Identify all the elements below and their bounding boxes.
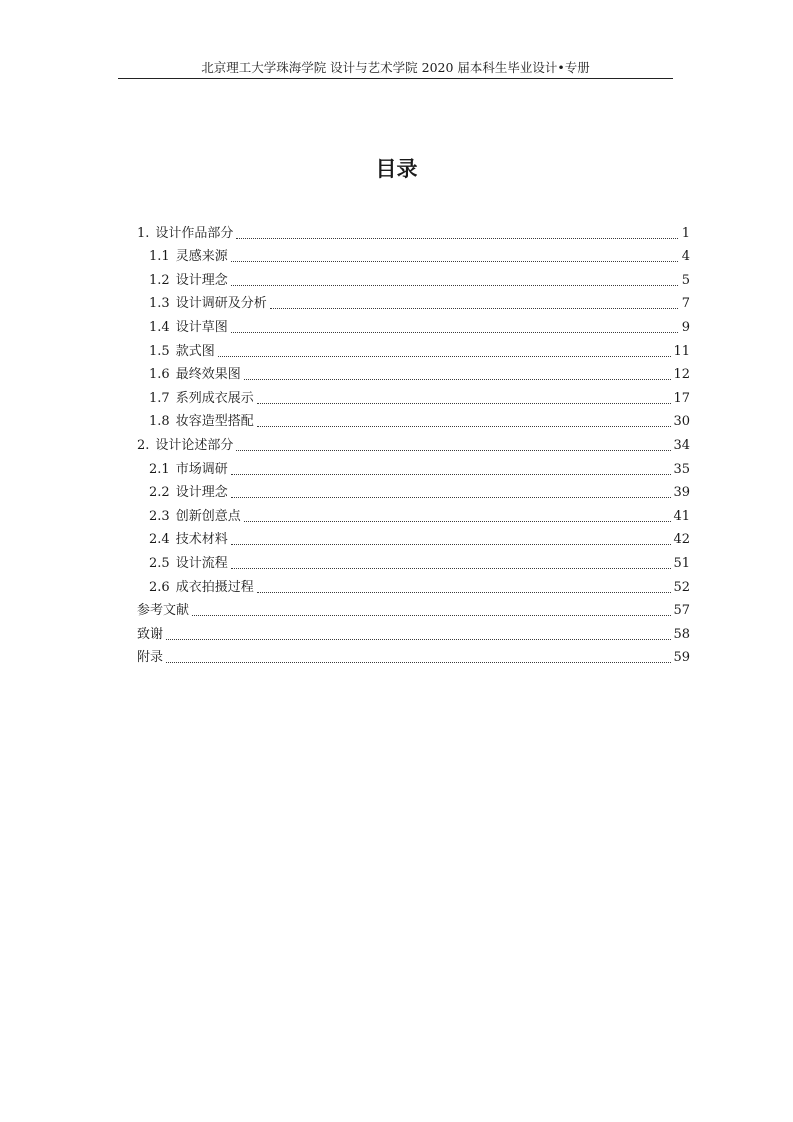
toc-dot-leader: [231, 567, 672, 569]
toc-entry-text: 款式图: [175, 343, 215, 359]
toc-entry-page-number: 12: [673, 367, 690, 383]
toc-entry[interactable]: [137, 337, 690, 361]
toc-entry-label: [149, 555, 229, 573]
toc-entry-label: [149, 413, 255, 431]
toc-entry-text: 最终效果图: [175, 367, 241, 383]
toc-entry-label: [137, 602, 190, 620]
toc-entry-text: 设计流程: [175, 555, 228, 571]
toc-entry-text: 系列成衣展示: [175, 390, 254, 406]
toc-entry-label: [149, 531, 229, 549]
toc-entry[interactable]: [137, 502, 690, 526]
toc-dot-leader: [257, 591, 672, 593]
toc-entry[interactable]: [137, 266, 690, 290]
toc-entry-label: [137, 626, 164, 644]
toc-entry-number: 1.7: [149, 390, 170, 406]
page-header-text: 北京理工大学珠海学院 设计与艺术学院 2020 届本科生毕业设计•专册: [201, 60, 590, 75]
toc-entry-number: 1.: [137, 225, 150, 241]
toc-entry[interactable]: [137, 549, 690, 573]
toc-dot-leader: [244, 378, 672, 380]
toc-entry[interactable]: [137, 573, 690, 597]
toc-title: 目录: [375, 156, 418, 181]
toc-entry-label: [149, 272, 229, 290]
toc-entry-page-number: 51: [673, 555, 690, 571]
toc-entry[interactable]: [137, 597, 690, 621]
toc-entry-number: 1.8: [149, 414, 170, 430]
toc-entry-text: 创新创意点: [175, 508, 241, 524]
toc-entry-page-number: 42: [673, 532, 690, 548]
toc-entry-text: 设计调研及分析: [175, 296, 267, 312]
toc-entry-page-number: 39: [673, 485, 690, 501]
toc-entry-label: [149, 579, 255, 597]
toc-entry-label: [149, 461, 229, 479]
toc-entry-page-number: 34: [673, 437, 690, 453]
toc-entry-text: 设计理念: [175, 272, 228, 288]
toc-entry-text: 妆容造型搭配: [175, 414, 254, 430]
toc-entry-number: 2.5: [149, 555, 170, 571]
toc-entry-page-number: 57: [673, 603, 690, 619]
toc-entry[interactable]: [137, 219, 690, 243]
toc-entry-number: 1.1: [149, 249, 170, 265]
toc-entry[interactable]: [137, 361, 690, 385]
toc-entry-page-number: 58: [673, 626, 690, 642]
toc-dot-leader: [236, 237, 678, 239]
toc-entry-text: 致谢: [137, 626, 164, 642]
toc-entry-text: 成衣拍摄过程: [175, 579, 254, 595]
toc-dot-leader: [231, 496, 672, 498]
toc-entry[interactable]: [137, 526, 690, 550]
toc-entry[interactable]: [137, 620, 690, 644]
toc-dot-leader: [257, 425, 672, 427]
toc-entry-number: 1.5: [149, 343, 170, 359]
toc-entry-number: 1.3: [149, 296, 170, 312]
toc-entry-label: [149, 343, 216, 361]
toc-entry-page-number: 7: [681, 296, 690, 312]
toc-entry-page-number: 30: [673, 414, 690, 430]
toc-entry-page-number: 52: [673, 579, 690, 595]
toc-dot-leader: [244, 520, 672, 522]
toc-entry-label: [149, 248, 229, 266]
toc-entry-page-number: 4: [681, 249, 690, 265]
toc-entry-number: 2.2: [149, 485, 170, 501]
table-of-contents: [137, 219, 690, 667]
toc-entry[interactable]: [137, 479, 690, 503]
toc-entry[interactable]: [137, 644, 690, 668]
toc-entry-text: 设计作品部分: [155, 225, 234, 241]
toc-entry-page-number: 59: [673, 650, 690, 666]
toc-dot-leader: [231, 331, 678, 333]
toc-entry-page-number: 9: [681, 319, 690, 335]
toc-entry[interactable]: [137, 313, 690, 337]
page-header: [118, 60, 673, 79]
toc-dot-leader: [231, 473, 672, 475]
toc-entry[interactable]: [137, 408, 690, 432]
toc-dot-leader: [231, 543, 672, 545]
toc-dot-leader: [166, 638, 671, 640]
toc-entry[interactable]: [137, 455, 690, 479]
toc-entry-number: 1.2: [149, 272, 170, 288]
toc-entry-text: 灵感来源: [175, 249, 228, 265]
toc-entry-label: [149, 295, 268, 313]
toc-entry-number: 2.3: [149, 508, 170, 524]
toc-entry-label: [149, 366, 242, 384]
toc-entry[interactable]: [137, 431, 690, 455]
toc-dot-leader: [236, 449, 671, 451]
toc-entry-page-number: 17: [673, 390, 690, 406]
toc-entry-page-number: 11: [673, 343, 690, 359]
toc-entry-number: 2.6: [149, 579, 170, 595]
toc-entry-text: 附录: [137, 650, 164, 666]
toc-entry-number: 2.4: [149, 532, 170, 548]
toc-entry-page-number: 5: [681, 272, 690, 288]
toc-entry-label: [137, 649, 164, 667]
toc-entry-text: 市场调研: [175, 461, 228, 477]
toc-entry[interactable]: [137, 384, 690, 408]
toc-dot-leader: [270, 307, 678, 309]
toc-entry[interactable]: [137, 243, 690, 267]
toc-entry[interactable]: [137, 290, 690, 314]
toc-entry-label: [149, 319, 229, 337]
toc-entry-label: [149, 390, 255, 408]
toc-entry-text: 设计论述部分: [155, 437, 234, 453]
toc-entry-label: [137, 437, 234, 455]
toc-entry-number: 1.4: [149, 319, 170, 335]
toc-dot-leader: [166, 661, 671, 663]
toc-entry-text: 技术材料: [175, 532, 228, 548]
toc-entry-label: [137, 225, 234, 243]
toc-entry-number: 2.1: [149, 461, 170, 477]
toc-dot-leader: [257, 402, 672, 404]
toc-entry-label: [149, 484, 229, 502]
toc-dot-leader: [218, 355, 672, 357]
toc-entry-page-number: 41: [673, 508, 690, 524]
toc-entry-page-number: 35: [673, 461, 690, 477]
toc-dot-leader: [231, 260, 678, 262]
toc-entry-number: 2.: [137, 437, 150, 453]
toc-entry-text: 参考文献: [137, 603, 190, 619]
toc-entry-page-number: 1: [681, 225, 690, 241]
toc-entry-number: 1.6: [149, 367, 170, 383]
toc-entry-label: [149, 508, 242, 526]
toc-entry-text: 设计理念: [175, 485, 228, 501]
toc-dot-leader: [231, 284, 678, 286]
toc-dot-leader: [192, 614, 671, 616]
toc-entry-text: 设计草图: [175, 319, 228, 335]
